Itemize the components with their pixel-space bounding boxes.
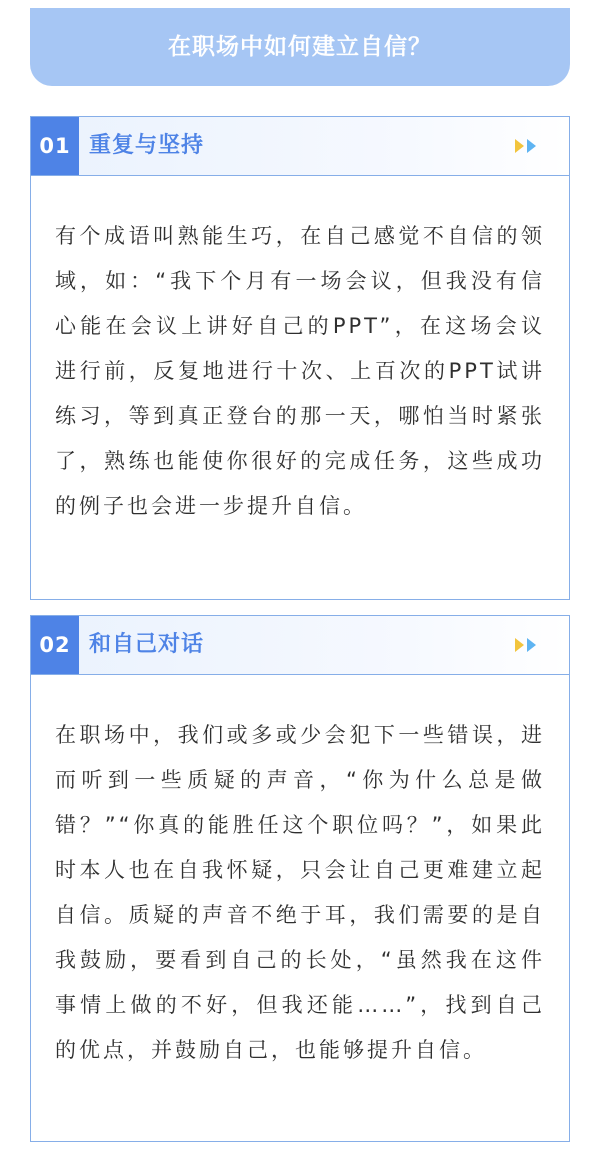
section-title-1: 重复与坚持	[89, 133, 205, 158]
section-card-1	[30, 116, 570, 600]
double-arrow-right-icon	[515, 638, 541, 652]
section-body-1: 有个成语叫熟能生巧，在自己感觉不自信的领域，如：“我下个月有一场会议，但我没有信心能在会议上讲好自己的PPT”，在这场会议进行前，反复地进行十次、上百次的PPT试讲练习，等到真正登台的那一天，哪怕当时紧张了，熟练也能使你很好的完成任务，这些成功的例子也会进一步提升自信。	[55, 224, 545, 518]
section-title-2: 和自己对话	[89, 632, 205, 657]
section-header-1	[31, 117, 569, 176]
section-number-2: 02	[31, 616, 79, 674]
section-header-2	[31, 616, 569, 675]
section-body-2: 在职场中，我们或多或少会犯下一些错误，进而听到一些质疑的声音，“你为什么总是做错？”“你真的能胜任这个职位吗？”，如果此时本人也在自我怀疑，只会让自己更难建立起自信。质疑的声音不绝于耳，我们需要的是自我鼓励，要看到自己的长处，“虽然我在这件事情上做的不好，但我还能……”，找到自己的优点，并鼓励自己，也能够提升自信。	[55, 723, 545, 1062]
section-number-1: 01	[31, 117, 79, 175]
page-title: 在职场中如何建立自信？	[30, 8, 570, 86]
section-card-2	[30, 615, 570, 1142]
double-arrow-right-icon	[515, 139, 541, 153]
